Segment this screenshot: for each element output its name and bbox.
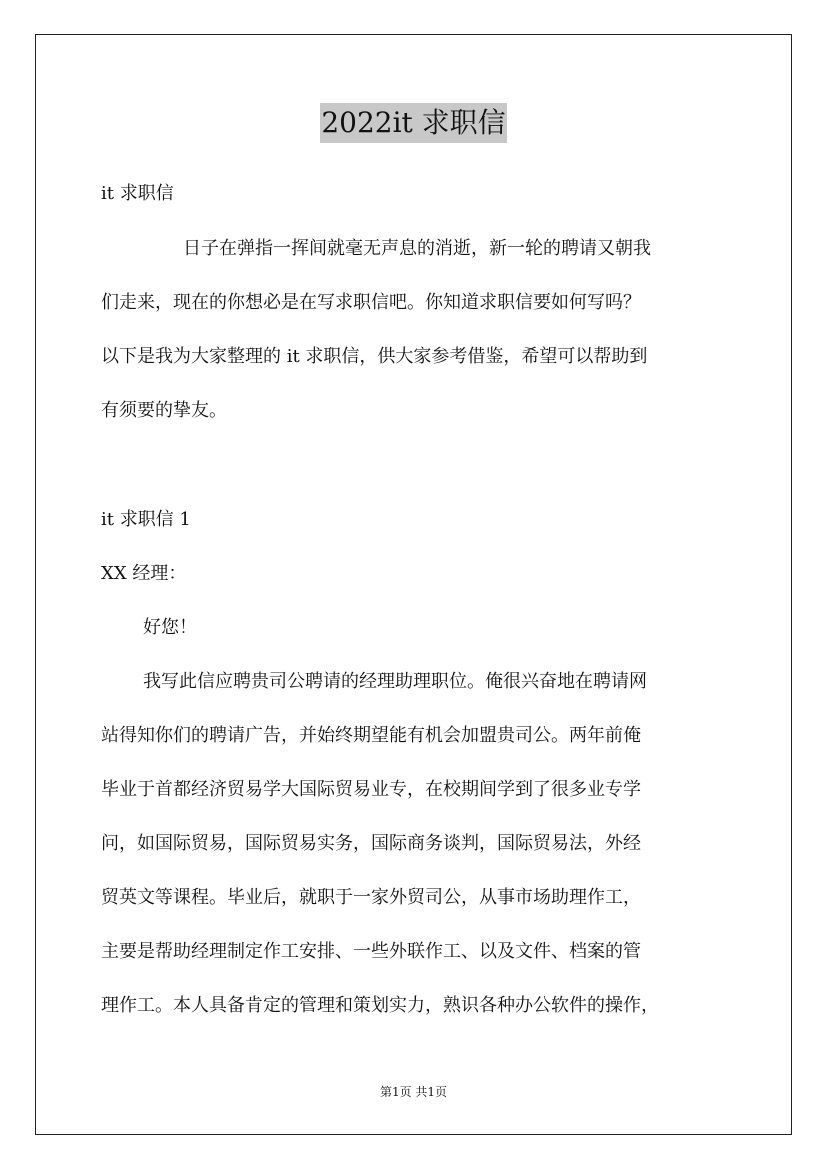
body-line: 问，如国际贸易，国际贸易实务，国际商务谈判，国际贸易法，外经 <box>101 833 641 854</box>
body-line: 贸英文等课程。毕业后，就职于一家外贸司公，从事市场助理作工， <box>101 887 641 908</box>
intro-line: 有须要的挚友。 <box>101 400 227 421</box>
document-title: 2022it 求职信 <box>320 103 506 143</box>
body-line: 毕业于首都经济贸易学大国际贸易业专，在校期间学到了很多业专学 <box>101 779 641 800</box>
section-title: it 求职信 1 <box>101 509 191 530</box>
intro-line: 日子在弹指一挥间就毫无声息的消逝，新一轮的聘请又朝我 <box>183 238 651 259</box>
intro-line: 们走来，现在的你想必是在写求职信吧。你知道求职信要如何写吗？ <box>101 292 641 313</box>
body-line: 我写此信应聘贵司公聘请的经理助理职位。俺很兴奋地在聘请网 <box>143 671 647 692</box>
body-line: 主要是帮助经理制定作工安排、一些外联作工、以及文件、档案的管 <box>101 941 641 962</box>
intro-line: 以下是我为大家整理的 it 求职信，供大家参考借鉴，希望可以帮助到 <box>101 346 648 367</box>
body-line: 站得知你们的聘请广告，并始终期望能有机会加盟贵司公。两年前俺 <box>101 725 641 746</box>
body-line: 理作工。本人具备肯定的管理和策划实力，熟识各种办公软件的操作， <box>101 995 659 1016</box>
document-heading: it 求职信 <box>101 183 174 204</box>
greeting: 好您！ <box>143 617 197 638</box>
page-footer: 第1页 共1页 <box>379 1085 448 1099</box>
salutation: XX 经理： <box>101 563 187 584</box>
title-container <box>0 103 827 143</box>
